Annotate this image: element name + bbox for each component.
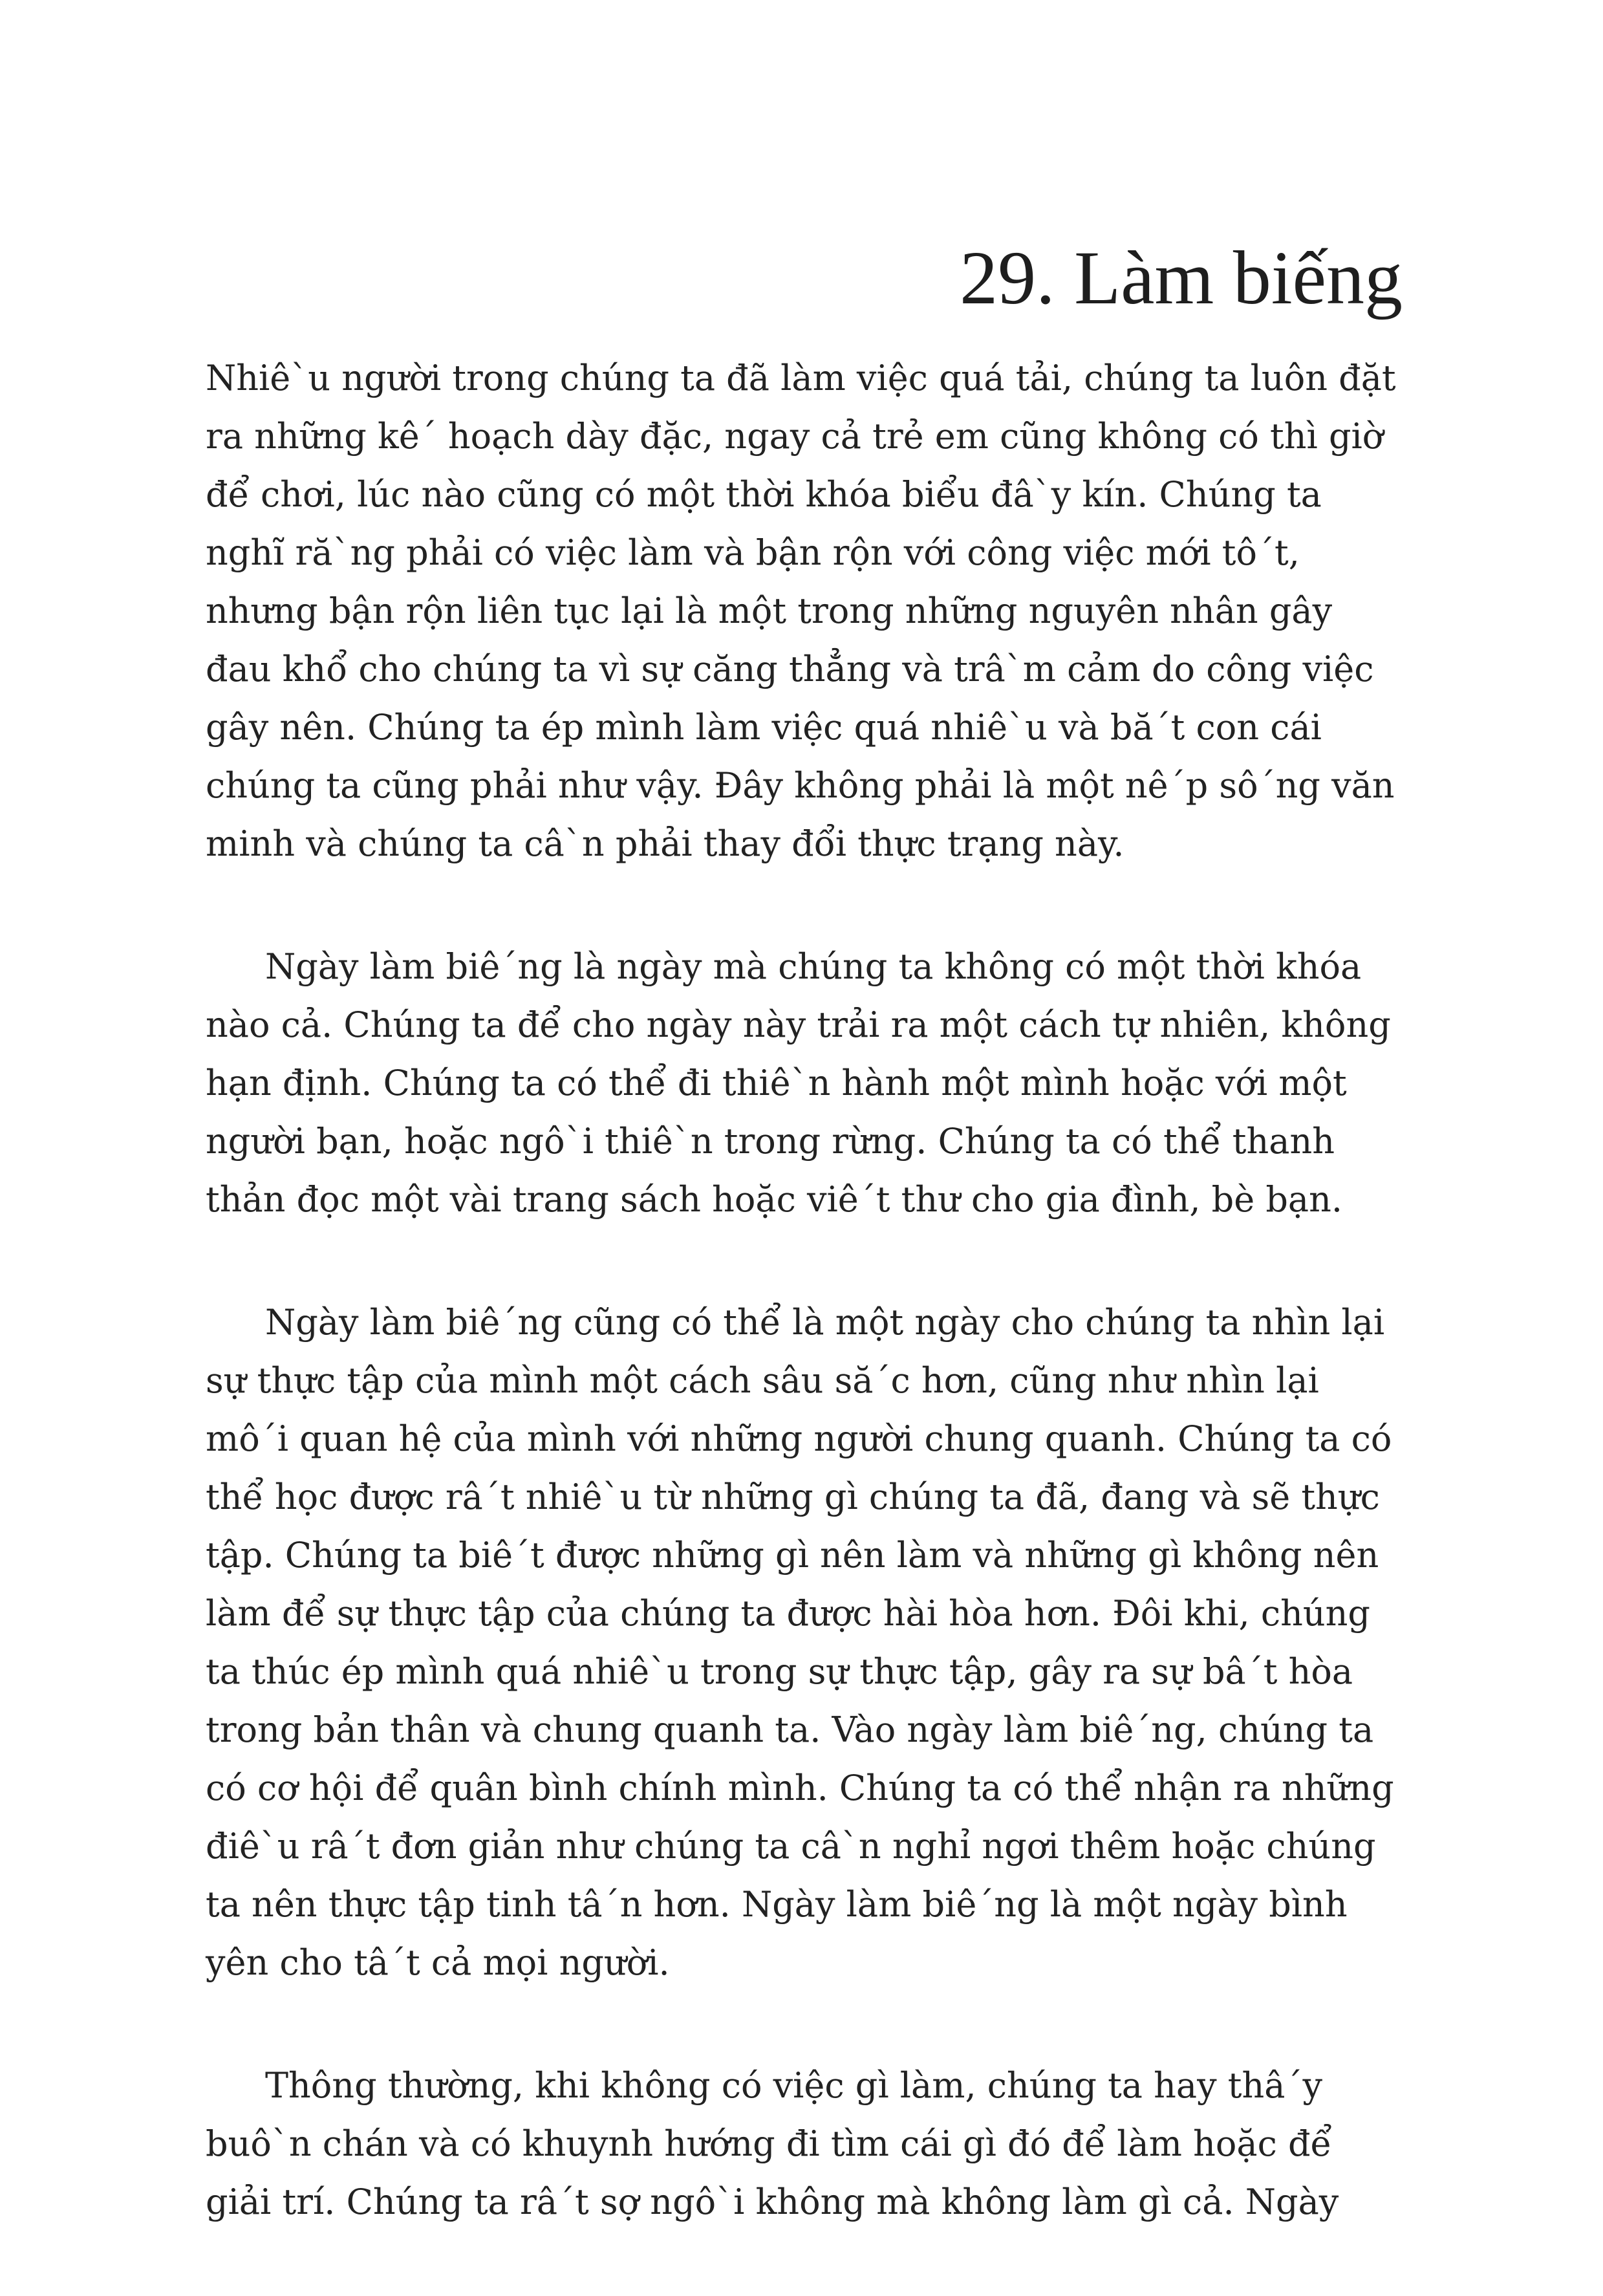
text-line: ra những kê´ hoạch dày đặc, ngay cả trẻ em cũng không có thì giờ — [206, 416, 1384, 457]
text-line: có cơ hội để quân bình chính mình. Chúng ta có thể nhận ra những — [206, 1768, 1394, 1808]
text-line: điê`u râ´t đơn giản như chúng ta câ`n nghỉ ngơi thêm hoặc chúng — [206, 1826, 1376, 1867]
text-line: thể học được râ´t nhiê`u từ những gì chúng ta đã, đang và sẽ thực — [206, 1477, 1380, 1517]
text-line: Nhiê`u người trong chúng ta đã làm việc quá tải, chúng ta luôn đặt — [206, 358, 1396, 398]
text-line: trong bản thân và chung quanh ta. Vào ngày làm biê´ng, chúng ta — [206, 1709, 1374, 1750]
text-line: Thông thường, khi không có việc gì làm, chúng ta hay thâ´y — [265, 2065, 1322, 2106]
text-line: mô´i quan hệ của mình với những người chung quanh. Chúng ta có — [206, 1418, 1392, 1459]
text-line: nào cả. Chúng ta để cho ngày này trải ra một cách tự nhiên, không — [206, 1004, 1391, 1045]
text-line: Ngày làm biê´ng là ngày mà chúng ta không có một thời khóa — [265, 946, 1362, 987]
text-line: gây nên. Chúng ta ép mình làm việc quá nhiê`u và bă´t con cái — [206, 707, 1322, 748]
text-line: làm để sự thực tập của chúng ta được hài hòa hơn. Đôi khi, chúng — [206, 1593, 1370, 1634]
text-line: nhưng bận rộn liên tục lại là một trong những nguyên nhân gây — [206, 590, 1333, 631]
text-line: minh và chúng ta câ`n phải thay đổi thực trạng này. — [206, 823, 1124, 864]
paragraph — [206, 1294, 1408, 1992]
text-line: thản đọc một vài trang sách hoặc viê´t thư cho gia đình, bè bạn. — [206, 1179, 1343, 1220]
paragraph — [206, 2057, 1408, 2231]
text-line: sự thực tập của mình một cách sâu să´c hơn, cũng như nhìn lại — [206, 1360, 1319, 1401]
text-line: để chơi, lúc nào cũng có một thời khóa biểu đâ`y kín. Chúng ta — [206, 474, 1322, 515]
text-line: nghĩ ră`ng phải có việc làm và bận rộn với công việc mới tô´t, — [206, 532, 1300, 573]
text-line: hạn định. Chúng ta có thể đi thiê`n hành một mình hoặc với một — [206, 1063, 1347, 1103]
text-line: người bạn, hoặc ngô`i thiê`n trong rừng. Chúng ta có thể thanh — [206, 1121, 1335, 1162]
chapter-body — [206, 349, 1408, 2296]
text-line: chúng ta cũng phải như vậy. Đây không phải là một nê´p sô´ng văn — [206, 765, 1395, 806]
text-line: giải trí. Chúng ta râ´t sợ ngô`i không mà không làm gì cả. Ngày — [206, 2182, 1339, 2222]
chapter-title: 29. Làm biếng — [960, 235, 1403, 320]
text-line: buô`n chán và có khuynh hướng đi tìm cái gì đó để làm hoặc để — [206, 2123, 1332, 2164]
text-line: Ngày làm biê´ng cũng có thể là một ngày cho chúng ta nhìn lại — [265, 1302, 1385, 1343]
paragraph — [206, 349, 1408, 873]
text-line: tập. Chúng ta biê´t được những gì nên làm và những gì không nên — [206, 1535, 1379, 1576]
text-line: ta thúc ép mình quá nhiê`u trong sự thực tập, gây ra sự bâ´t hòa — [206, 1651, 1353, 1692]
text-line: đau khổ cho chúng ta vì sự căng thẳng và trâ`m cảm do công việc — [206, 649, 1374, 689]
text-line: ta nên thực tập tinh tâ´n hơn. Ngày làm biê´ng là một ngày bình — [206, 1884, 1348, 1925]
text-line: yên cho tâ´t cả mọi người. — [206, 1942, 670, 1983]
paragraph — [206, 938, 1408, 1229]
